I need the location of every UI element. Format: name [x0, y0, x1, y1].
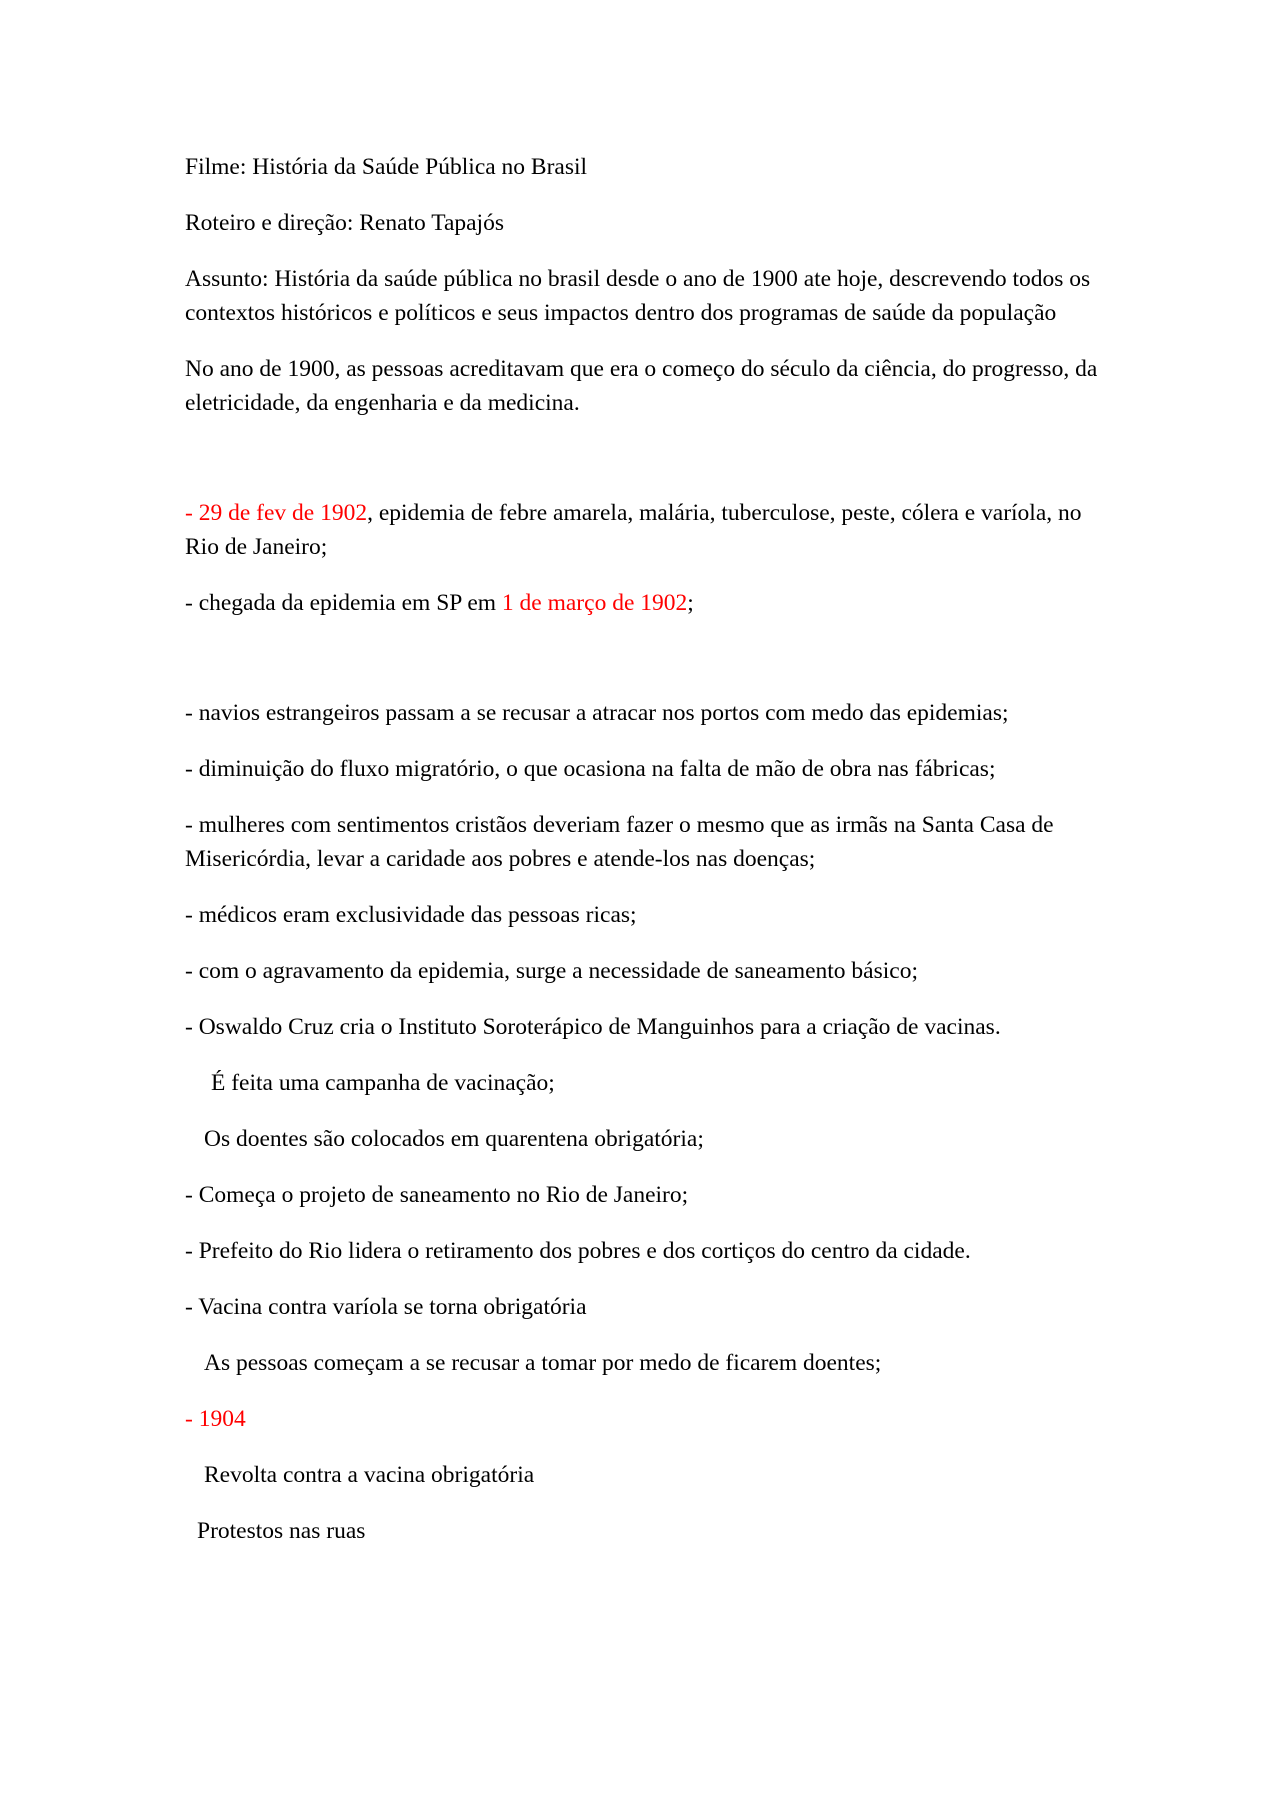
film-title: Filme: História da Saúde Pública no Brasil	[185, 154, 588, 180]
event-suffix: ;	[687, 590, 694, 616]
list-item: - Oswaldo Cruz cria o Instituto Soroterápico de Manguinhos para a criação de vacinas.	[185, 1014, 1001, 1040]
list-subitem: Revolta contra a vacina obrigatória	[204, 1462, 535, 1488]
list-subitem: As pessoas começam a se recusar a tomar por medo de ficarem doentes;	[204, 1350, 882, 1376]
list-item: - com o agravamento da epidemia, surge a necessidade de saneamento básico;	[185, 958, 918, 984]
list-subitem: É feita uma campanha de vacinação;	[211, 1070, 555, 1096]
list-subitem: Os doentes são colocados em quarentena obrigatória;	[204, 1126, 704, 1152]
subject-paragraph: Assunto: História da saúde pública no brasil desde o ano de 1900 ate hoje, descrevendo todos os contextos históricos e políticos e seus impactos dentro dos programas de saúde da população	[185, 266, 1091, 326]
list-item: - diminuição do fluxo migratório, o que ocasiona na falta de mão de obra nas fábricas;	[185, 756, 996, 782]
event-1902-rio	[185, 496, 1105, 564]
year-1904: - 1904	[185, 1406, 246, 1432]
spacer	[185, 642, 1105, 696]
intro-paragraph: No ano de 1900, as pessoas acreditavam que era o começo do século da ciência, do progresso, da eletricidade, da engenharia e da medicina.	[185, 356, 1098, 416]
event-text: - chegada da epidemia em SP em	[185, 590, 502, 616]
list-item: - navios estrangeiros passam a se recusar a atracar nos portos com medo das epidemias;	[185, 700, 1009, 726]
event-date-1902: 29 de fev de 1902	[198, 500, 368, 526]
list-item: - Prefeito do Rio lidera o retiramento dos pobres e dos cortiços do centro da cidade.	[185, 1238, 971, 1264]
document-page	[185, 150, 1105, 1570]
list-item: - mulheres com sentimentos cristãos deveriam fazer o mesmo que as irmãs na Santa Casa de Misericórdia, levar a caridade aos pobres e atende-los nas doenças;	[185, 812, 1054, 872]
event-1902-sp	[185, 586, 1105, 620]
list-item: - Vacina contra varíola se torna obrigatória	[185, 1294, 587, 1320]
spacer	[185, 442, 1105, 496]
list-subitem: Protestos nas ruas	[197, 1518, 366, 1544]
direction-line: Roteiro e direção: Renato Tapajós	[185, 210, 504, 236]
event-text: , epidemia de febre amarela, malária, tuberculose, peste, cólera e varíola, no Rio de Janeiro;	[185, 500, 1082, 560]
event-date-march-1902: 1 de março de 1902	[501, 590, 688, 616]
event-prefix: -	[185, 500, 199, 526]
list-item: - Começa o projeto de saneamento no Rio de Janeiro;	[185, 1182, 689, 1208]
list-item: - médicos eram exclusividade das pessoas ricas;	[185, 902, 637, 928]
